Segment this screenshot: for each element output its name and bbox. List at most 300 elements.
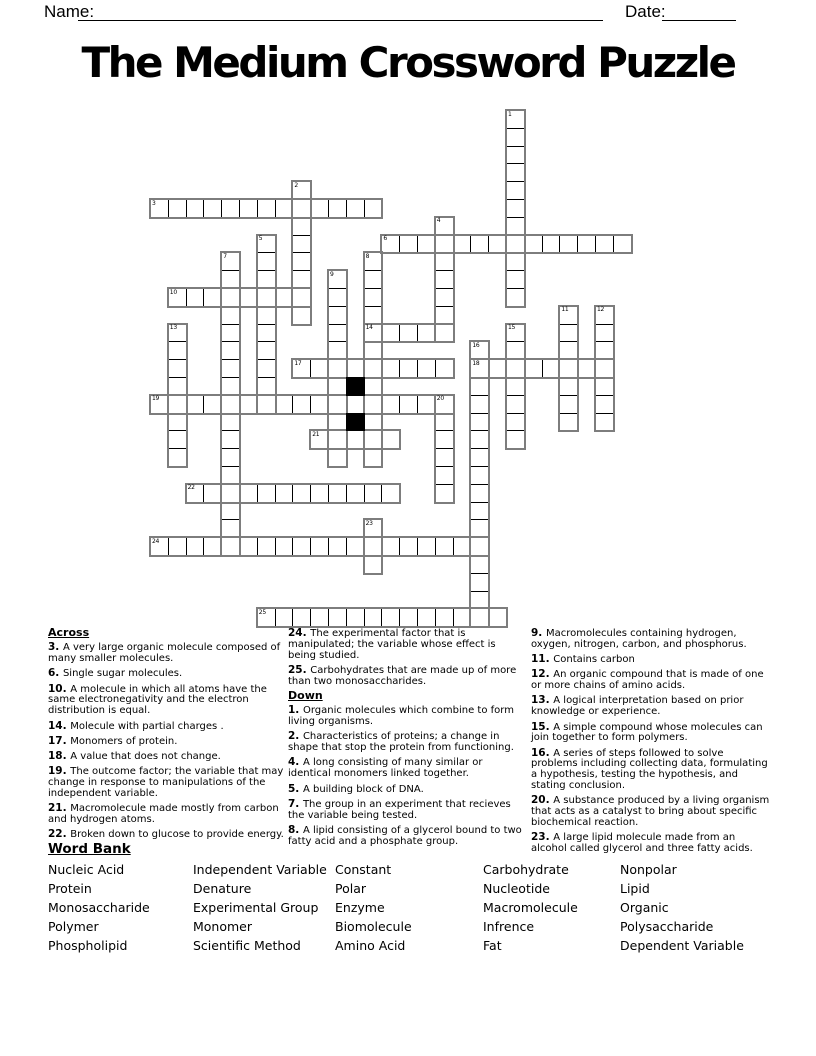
grid-cell[interactable]	[381, 395, 400, 414]
word-bank-item: Macromolecule	[483, 900, 578, 915]
clue-item: 13. A logical interpretation based on prior knowledge or experience.	[531, 694, 744, 718]
grid-cell[interactable]	[417, 359, 436, 378]
clue-item: 12. An organic compound that is made of one or more chains of amino acids.	[531, 668, 764, 692]
grid-cell[interactable]	[168, 377, 187, 396]
grid-cell[interactable]	[364, 199, 383, 218]
word-bank-item: Biomolecule	[335, 919, 412, 934]
grid-cell[interactable]	[453, 235, 472, 254]
cell-number: 17	[294, 359, 302, 367]
grid-cell[interactable]	[203, 288, 222, 307]
cell-number: 9	[330, 270, 334, 278]
word-bank-heading: Word Bank	[48, 841, 131, 857]
grid-cell[interactable]	[257, 341, 276, 360]
grid-cell[interactable]	[346, 430, 365, 449]
grid-cell[interactable]	[595, 235, 614, 254]
clue-number: 23.	[531, 831, 554, 844]
word-bank-item: Phospholipid	[48, 938, 128, 953]
grid-cell[interactable]	[506, 235, 525, 254]
clue-item: 23. A large lipid molecule made from an alcohol called glycerol and three fatty acids.	[531, 831, 753, 855]
grid-cell[interactable]	[292, 235, 311, 254]
cell-number: 21	[312, 430, 320, 438]
clue-item: 25. Carbohydrates that are made up of more than two monosaccharides.	[288, 663, 517, 687]
clue-item: 6. Single sugar molecules.	[48, 667, 183, 680]
clue-number: 16.	[531, 746, 554, 759]
grid-cell[interactable]	[257, 359, 276, 378]
grid-cell[interactable]	[470, 608, 489, 627]
cell-number: 7	[223, 252, 227, 260]
clue-number: 25.	[288, 663, 311, 676]
grid-cell[interactable]	[595, 324, 614, 343]
grid-cell[interactable]	[435, 430, 454, 449]
grid-cell[interactable]	[470, 413, 489, 432]
grid-cell[interactable]	[506, 288, 525, 307]
grid-cell[interactable]	[364, 377, 383, 396]
cell-number: 12	[597, 306, 605, 314]
grid-cell[interactable]	[328, 359, 347, 378]
clue-item: 22. Broken down to glucose to provide energy.	[48, 828, 284, 841]
grid-cell[interactable]	[381, 484, 400, 503]
grid-cell[interactable]	[221, 270, 240, 289]
cell-number: 18	[472, 359, 480, 367]
grid-cell[interactable]	[292, 288, 311, 307]
grid-cell[interactable]	[346, 199, 365, 218]
grid-cell[interactable]	[470, 235, 489, 254]
grid-cell[interactable]	[328, 484, 347, 503]
grid-cell[interactable]	[292, 252, 311, 271]
word-bank-item: Polymer	[48, 919, 99, 934]
word-bank-item: Dependent Variable	[620, 938, 744, 953]
grid-cell[interactable]	[506, 199, 525, 218]
grid-cell[interactable]	[435, 484, 454, 503]
grid-cell[interactable]	[168, 199, 187, 218]
grid-cell[interactable]	[506, 430, 525, 449]
grid-cell[interactable]	[257, 270, 276, 289]
grid-cell[interactable]	[364, 537, 383, 556]
clue-item: 2. Characteristics of proteins; a change in shape that stop the protein from functioning.	[288, 730, 514, 754]
clue-item: 16. A series of steps followed to solve problems including collecting data, formulating a hypothesis, testing the hypothesis, and stating conclusion.	[531, 746, 768, 792]
grid-cell[interactable]	[417, 537, 436, 556]
grid-cell[interactable]	[559, 341, 578, 360]
date-blank-line	[662, 2, 736, 21]
grid-cell[interactable]	[524, 235, 543, 254]
grid-cell[interactable]	[292, 270, 311, 289]
grid-cell[interactable]	[542, 235, 561, 254]
grid-cell[interactable]	[168, 413, 187, 432]
word-bank-item: Monosaccharide	[48, 900, 150, 915]
grid-cell[interactable]	[435, 324, 454, 343]
cell-number: 5	[258, 235, 263, 243]
clue-item: 19. The outcome factor; the variable that may change in response to manipulations of the independent variable.	[48, 765, 284, 800]
grid-cell[interactable]	[399, 608, 418, 627]
grid-cell[interactable]	[328, 306, 347, 325]
grid-cell[interactable]	[364, 448, 383, 467]
grid-cell[interactable]	[364, 359, 383, 378]
grid-cell[interactable]	[417, 395, 436, 414]
grid-cell[interactable]	[168, 359, 187, 378]
grid-cell[interactable]	[399, 359, 418, 378]
grid-cell[interactable]	[435, 252, 454, 271]
grid-cell[interactable]	[488, 608, 507, 627]
grid-cell[interactable]	[203, 395, 222, 414]
grid-cell[interactable]	[470, 484, 489, 503]
clue-number: 14.	[48, 719, 71, 732]
grid-cell[interactable]	[186, 288, 205, 307]
grid-cell[interactable]	[470, 448, 489, 467]
word-bank-item: Organic	[620, 900, 669, 915]
grid-cell[interactable]	[435, 288, 454, 307]
grid-cell[interactable]	[257, 537, 276, 556]
word-bank-item: Constant	[335, 862, 392, 877]
cell-number: 22	[187, 484, 195, 492]
grid-cell[interactable]	[488, 235, 507, 254]
grid-cell[interactable]	[275, 199, 294, 218]
grid-cell[interactable]	[221, 413, 240, 432]
grid-cell[interactable]	[168, 537, 187, 556]
grid-cell[interactable]	[435, 608, 454, 627]
grid-cell[interactable]	[506, 181, 525, 200]
grid-cell[interactable]	[310, 537, 329, 556]
clues-column-left	[48, 628, 284, 845]
grid-cell[interactable]	[257, 484, 276, 503]
grid-cell[interactable]	[559, 359, 578, 378]
grid-cell[interactable]	[435, 359, 454, 378]
grid-cell[interactable]	[328, 288, 347, 307]
grid-cell[interactable]	[559, 413, 578, 432]
grid-cell[interactable]	[328, 199, 347, 218]
grid-cell[interactable]	[239, 484, 258, 503]
grid-cell[interactable]	[506, 359, 525, 378]
grid-cell[interactable]	[310, 484, 329, 503]
word-bank-item: Carbohydrate	[483, 862, 569, 877]
grid-cell[interactable]	[346, 608, 365, 627]
clue-number: 13.	[531, 694, 554, 707]
clue-number: 1.	[288, 704, 303, 717]
grid-cell[interactable]	[381, 430, 400, 449]
grid-cell[interactable]	[221, 448, 240, 467]
grid-cell[interactable]	[381, 324, 400, 343]
black-cell	[346, 377, 365, 396]
grid-cell[interactable]	[577, 235, 596, 254]
cell-number: 13	[169, 324, 177, 332]
grid-cell[interactable]	[328, 395, 347, 414]
grid-cell[interactable]	[524, 359, 543, 378]
grid-cell[interactable]	[328, 341, 347, 360]
grid-cell[interactable]	[168, 430, 187, 449]
grid-cell[interactable]	[346, 484, 365, 503]
grid-cell[interactable]	[292, 306, 311, 325]
cell-number: 20	[436, 395, 444, 403]
grid-cell[interactable]	[381, 537, 400, 556]
grid-cell[interactable]	[328, 448, 347, 467]
grid-cell[interactable]	[435, 537, 454, 556]
grid-cell[interactable]	[292, 608, 311, 627]
grid-cell[interactable]	[595, 341, 614, 360]
grid-cell[interactable]	[399, 537, 418, 556]
grid-cell[interactable]	[613, 235, 632, 254]
word-bank-item: Enzyme	[335, 900, 385, 915]
grid-cell[interactable]	[559, 235, 578, 254]
grid-cell[interactable]	[328, 377, 347, 396]
grid-cell[interactable]	[203, 484, 222, 503]
grid-cell[interactable]	[435, 413, 454, 432]
grid-cell[interactable]	[239, 395, 258, 414]
grid-cell[interactable]	[470, 395, 489, 414]
grid-cell[interactable]	[506, 377, 525, 396]
clue-item: 9. Macromolecules containing hydrogen, oxygen, nitrogen, carbon, and phosphorus.	[531, 627, 747, 650]
grid-cell[interactable]	[292, 199, 311, 218]
grid-cell[interactable]	[506, 252, 525, 271]
grid-cell[interactable]	[292, 217, 311, 236]
clue-number: 3.	[48, 641, 63, 654]
grid-cell[interactable]	[186, 199, 205, 218]
clue-item: 4. A long consisting of many similar or identical monomers linked together.	[288, 756, 483, 780]
grid-cell[interactable]	[506, 341, 525, 360]
grid-cell[interactable]	[168, 341, 187, 360]
grid-cell[interactable]	[221, 377, 240, 396]
grid-cell[interactable]	[506, 128, 525, 147]
grid-cell[interactable]	[275, 288, 294, 307]
grid-cell[interactable]	[203, 199, 222, 218]
clue-item: 17. Monomers of protein.	[48, 734, 178, 747]
grid-cell[interactable]	[470, 466, 489, 485]
word-bank-item: Protein	[48, 881, 92, 896]
grid-cell[interactable]	[221, 395, 240, 414]
grid-cell[interactable]	[399, 235, 418, 254]
clues-column-middle	[288, 628, 526, 851]
clue-item: 5. A building block of DNA.	[288, 782, 424, 795]
word-bank-item: Polar	[335, 881, 367, 896]
word-bank-item: Monomer	[193, 919, 253, 934]
grid-cell[interactable]	[435, 270, 454, 289]
grid-cell[interactable]	[221, 324, 240, 343]
grid-cell[interactable]	[470, 519, 489, 538]
grid-cell[interactable]	[292, 537, 311, 556]
grid-cell[interactable]	[381, 359, 400, 378]
grid-cell[interactable]	[470, 502, 489, 521]
grid-cell[interactable]	[257, 395, 276, 414]
date-label: Date:	[625, 2, 666, 21]
grid-cell[interactable]	[506, 217, 525, 236]
grid-cell[interactable]	[275, 484, 294, 503]
grid-cell[interactable]	[328, 324, 347, 343]
grid-cell[interactable]	[186, 537, 205, 556]
cell-number: 3	[152, 199, 156, 207]
grid-cell[interactable]	[310, 199, 329, 218]
grid-cell[interactable]	[221, 430, 240, 449]
grid-cell[interactable]	[239, 288, 258, 307]
grid-cell[interactable]	[257, 199, 276, 218]
grid-cell[interactable]	[328, 430, 347, 449]
clue-number: 6.	[48, 667, 63, 680]
grid-cell[interactable]	[221, 288, 240, 307]
clue-item: 14. Molecule with partial charges .	[48, 719, 224, 732]
grid-cell[interactable]	[470, 537, 489, 556]
grid-cell[interactable]	[221, 484, 240, 503]
grid-cell[interactable]	[506, 146, 525, 165]
grid-cell[interactable]	[221, 199, 240, 218]
grid-cell[interactable]	[364, 555, 383, 574]
grid-cell[interactable]	[310, 395, 329, 414]
word-bank-item: Nonpolar	[620, 862, 677, 877]
grid-cell[interactable]	[221, 359, 240, 378]
cell-number: 11	[561, 306, 569, 314]
grid-cell[interactable]	[488, 359, 507, 378]
grid-cell[interactable]	[470, 555, 489, 574]
clue-item: 15. A simple compound whose molecules can join together to form polymers.	[531, 720, 763, 744]
clue-item: 1. Organic molecules which combine to form living organisms.	[288, 704, 514, 728]
grid-cell[interactable]	[346, 537, 365, 556]
grid-cell[interactable]	[559, 324, 578, 343]
grid-cell[interactable]	[399, 324, 418, 343]
clue-number: 5.	[288, 782, 303, 795]
clue-number: 22.	[48, 828, 71, 841]
grid-cell[interactable]	[221, 502, 240, 521]
grid-cell[interactable]	[257, 324, 276, 343]
grid-cell[interactable]	[364, 430, 383, 449]
across-heading: Across	[48, 626, 90, 639]
grid-cell[interactable]	[435, 235, 454, 254]
grid-cell[interactable]	[221, 537, 240, 556]
grid-cell[interactable]	[346, 359, 365, 378]
word-bank-item: Lipid	[620, 881, 650, 896]
grid-cell[interactable]	[275, 395, 294, 414]
clue-number: 10.	[48, 682, 71, 695]
grid-cell[interactable]	[221, 519, 240, 538]
clue-item: 8. A lipid consisting of a glycerol bound to two fatty acid and a phosphate group.	[288, 823, 522, 847]
clue-number: 18.	[48, 750, 71, 763]
grid-cell[interactable]	[364, 484, 383, 503]
grid-cell[interactable]	[310, 608, 329, 627]
grid-cell[interactable]	[470, 430, 489, 449]
cell-number: 4	[436, 217, 441, 225]
grid-cell[interactable]	[470, 591, 489, 610]
word-bank-item: Experimental Group	[193, 900, 319, 915]
clue-item: 7. The group in an experiment that recieves the variable being tested.	[288, 797, 511, 821]
word-bank-item: Infrence	[483, 919, 535, 934]
grid-cell[interactable]	[417, 608, 436, 627]
clue-number: 8.	[288, 823, 303, 836]
grid-cell[interactable]	[435, 306, 454, 325]
grid-cell[interactable]	[470, 377, 489, 396]
grid-cell[interactable]	[595, 413, 614, 432]
clue-number: 9.	[531, 627, 546, 639]
cell-number: 24	[152, 537, 160, 545]
grid-cell[interactable]	[221, 341, 240, 360]
clue-number: 7.	[288, 797, 303, 810]
cell-number: 14	[365, 324, 373, 332]
grid-cell[interactable]	[364, 395, 383, 414]
grid-cell[interactable]	[186, 395, 205, 414]
cell-number: 15	[508, 324, 516, 332]
cell-number: 10	[169, 288, 177, 296]
word-bank-item: Fat	[483, 938, 502, 953]
clue-number: 15.	[531, 720, 554, 733]
grid-cell[interactable]	[470, 573, 489, 592]
grid-cell[interactable]	[257, 377, 276, 396]
black-cell	[346, 413, 365, 432]
grid-cell[interactable]	[221, 466, 240, 485]
grid-cell[interactable]	[506, 270, 525, 289]
grid-cell[interactable]	[239, 537, 258, 556]
cell-number: 2	[294, 181, 298, 189]
grid-cell[interactable]	[364, 288, 383, 307]
word-bank-item: Polysaccharide	[620, 919, 714, 934]
grid-cell[interactable]	[506, 413, 525, 432]
grid-cell[interactable]	[364, 306, 383, 325]
cell-number: 25	[258, 608, 266, 616]
grid-cell[interactable]	[168, 448, 187, 467]
name-label: Name:	[44, 2, 95, 21]
grid-cell[interactable]	[381, 608, 400, 627]
grid-cell[interactable]	[203, 537, 222, 556]
crossword-grid	[150, 110, 633, 628]
grid-cell[interactable]	[595, 395, 614, 414]
grid-cell[interactable]	[435, 448, 454, 467]
clue-item: 18. A value that does not change.	[48, 750, 221, 763]
clue-number: 21.	[48, 802, 71, 815]
grid-cell[interactable]	[364, 270, 383, 289]
word-bank-item: Nucleic Acid	[48, 862, 125, 877]
grid-cell[interactable]	[453, 608, 472, 627]
cell-number: 1	[508, 110, 512, 118]
grid-cell[interactable]	[453, 537, 472, 556]
clue-number: 12.	[531, 668, 554, 681]
grid-cell[interactable]	[595, 377, 614, 396]
grid-cell[interactable]	[542, 359, 561, 378]
grid-cell[interactable]	[328, 413, 347, 432]
grid-cell[interactable]	[364, 413, 383, 432]
word-bank-item: Nucleotide	[483, 881, 550, 896]
grid-cell[interactable]	[435, 466, 454, 485]
grid-cell[interactable]	[257, 252, 276, 271]
grid-cell[interactable]	[275, 608, 294, 627]
grid-cell[interactable]	[328, 537, 347, 556]
grid-cell[interactable]	[346, 395, 365, 414]
grid-cell[interactable]	[292, 484, 311, 503]
grid-cell[interactable]	[417, 324, 436, 343]
word-bank-item: Scientific Method	[193, 938, 301, 953]
grid-cell[interactable]	[239, 199, 258, 218]
clue-item: 24. The experimental factor that is manipulated; the variable whose effect is being studied.	[288, 627, 496, 661]
grid-cell[interactable]	[577, 359, 596, 378]
grid-cell[interactable]	[292, 395, 311, 414]
grid-cell[interactable]	[595, 359, 614, 378]
grid-cell[interactable]	[364, 341, 383, 360]
grid-cell[interactable]	[417, 235, 436, 254]
clues-column-right	[531, 628, 773, 858]
clue-number: 19.	[48, 765, 71, 778]
page-title: The Medium Crossword Puzzle	[81, 38, 735, 87]
grid-cell[interactable]	[364, 608, 383, 627]
cell-number: 6	[383, 235, 387, 243]
name-blank-line	[78, 2, 603, 21]
clue-item: 20. A substance produced by a living organism that acts as a catalyst to bring about specific biochemical reaction.	[531, 794, 770, 828]
grid-cell[interactable]	[257, 306, 276, 325]
grid-cell[interactable]	[275, 537, 294, 556]
grid-cell[interactable]	[559, 395, 578, 414]
grid-cell[interactable]	[168, 395, 187, 414]
grid-cell[interactable]	[399, 395, 418, 414]
grid-cell[interactable]	[506, 163, 525, 182]
grid-cell[interactable]	[257, 288, 276, 307]
grid-cell[interactable]	[310, 359, 329, 378]
clue-item: 10. A molecule in which all atoms have the same electronegativity and the electron distribution is equal.	[48, 682, 267, 717]
grid-cell[interactable]	[559, 377, 578, 396]
down-heading: Down	[288, 688, 323, 702]
grid-cell[interactable]	[506, 395, 525, 414]
grid-cell[interactable]	[328, 608, 347, 627]
grid-cell[interactable]	[221, 306, 240, 325]
